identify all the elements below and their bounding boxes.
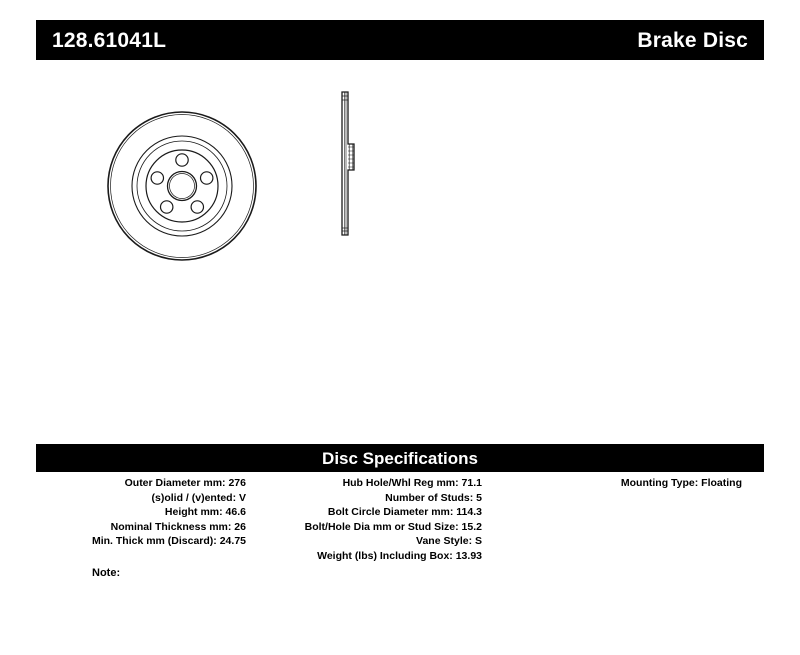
specs-left-column: [36, 476, 246, 549]
spec-outer-diameter: Outer Diameter mm: 276: [124, 477, 246, 489]
specs-header-bar: [36, 444, 764, 472]
spec-bolt-hole-dia: Bolt/Hole Dia mm or Stud Size: 15.2: [304, 520, 482, 533]
header-bar: [36, 20, 764, 60]
specs-body: [36, 476, 764, 586]
note-label: Note:: [92, 567, 121, 579]
spec-solid-vented: (s)olid / (v)ented: V: [151, 491, 246, 504]
spec-hub-hole: Hub Hole/Whl Reg mm: 71.1: [342, 477, 482, 489]
spec-vane-style: Vane Style: S: [416, 535, 482, 548]
spec-height: Height mm: 46.6: [164, 506, 246, 519]
spec-bolt-circle-diameter: Bolt Circle Diameter mm: 114.3: [327, 506, 482, 519]
technical-drawing: [36, 70, 764, 420]
specs-middle-column: [252, 476, 482, 564]
spec-number-of-studs: Number of Studs: 5: [385, 491, 482, 504]
page-title: Brake Disc: [637, 28, 748, 52]
specs-right-column: [506, 476, 764, 491]
spec-mounting-type: Mounting Type: Floating: [620, 477, 742, 489]
rotor-side-view: [342, 92, 354, 235]
specs-section-title: Disc Specifications: [322, 448, 478, 468]
rotor-front-view: [108, 112, 256, 260]
part-number: 128.61041L: [52, 28, 167, 52]
spec-weight: Weight (lbs) Including Box: 13.93: [317, 549, 482, 562]
spec-nominal-thickness: Nominal Thickness mm: 26: [110, 520, 246, 533]
spec-min-thickness: Min. Thick mm (Discard): 24.75: [91, 535, 246, 548]
